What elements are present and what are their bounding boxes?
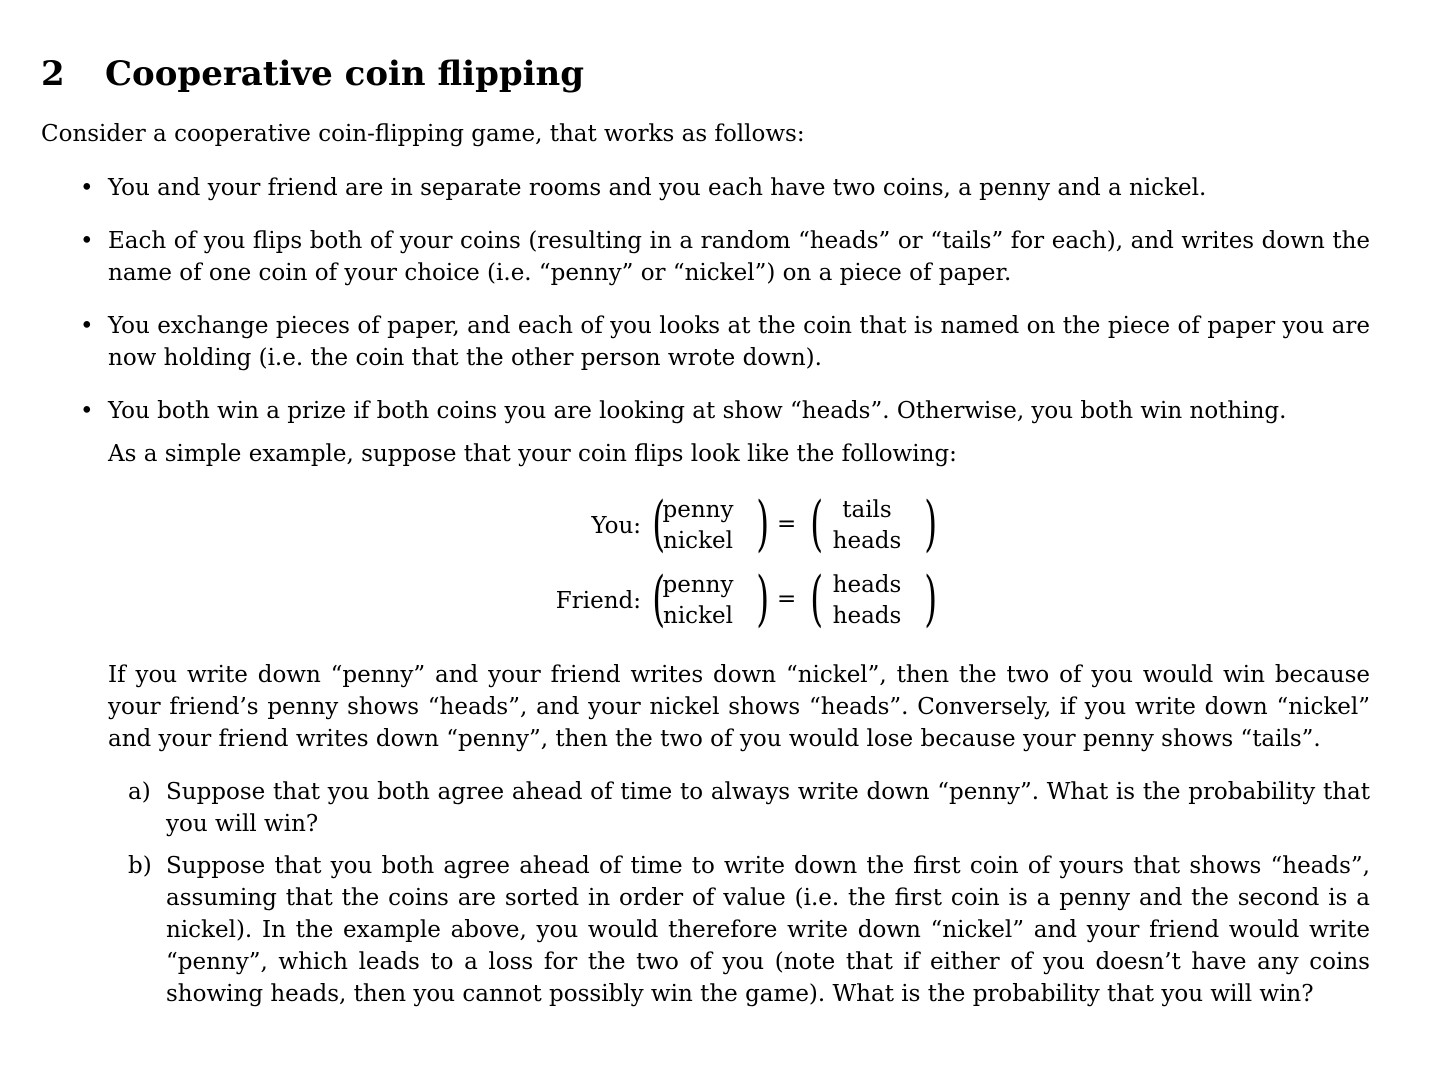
question-b — [128, 850, 1370, 1010]
left-paren-icon: ( — [652, 489, 666, 559]
question-label: a) — [128, 779, 151, 805]
list-item-text: You exchange pieces of paper, and each of you looks at the coin that is named on the piece of paper you are now holding (i.e. the coin that the other person wrote down). — [108, 313, 1370, 371]
friend-result-penny: heads — [832, 572, 902, 598]
example-intro: As a simple example, suppose that your coin flips look like the following: — [108, 441, 957, 467]
friend-coin-penny: penny — [662, 572, 734, 598]
bullet-icon: • — [80, 228, 94, 254]
question-text: Suppose that you both agree ahead of time to always write down “penny”. What is the probability that you will win? — [166, 779, 1370, 837]
left-paren-icon: ( — [652, 564, 666, 634]
equals-sign: = — [777, 511, 797, 537]
list-item-text: You both win a prize if both coins you are looking at show “heads”. Otherwise, you both win nothing. — [108, 398, 1287, 424]
friend-coin-nickel: nickel — [663, 603, 733, 629]
question-text: Suppose that you both agree ahead of time to write down the first coin of yours that shows “heads”, assuming that the coins are sorted in order of value (i.e. the first coin is a penny and the second is a nickel). In the example above, you would therefore write down “nickel” and your friend would write “penny”, which leads to a loss for the two of you (note that if either of you doesn’t have any coins showing heads, then you cannot possibly win the game). What is the probability that you will win? — [166, 853, 1370, 1007]
you-result-penny: tails — [842, 497, 892, 523]
section-title: Cooperative coin flipping — [105, 54, 585, 94]
section-heading — [41, 50, 584, 98]
you-label: You: — [591, 513, 641, 539]
bullet-icon: • — [80, 398, 94, 424]
list-item — [80, 310, 1370, 374]
question-a — [128, 776, 1370, 840]
equals-sign: = — [777, 586, 797, 612]
bullet-icon: • — [80, 313, 94, 339]
explanation-paragraph: If you write down “penny” and your friend writes down “nickel”, then the two of you would win because your friend’s penny shows “heads”, and your nickel shows “heads”. Conversely, if you write down “nickel” and your friend writes down “penny”, then the two of you would lose because your penny shows “tails”. — [108, 662, 1370, 752]
question-label: b) — [128, 853, 152, 879]
you-coin-nickel: nickel — [663, 528, 733, 554]
you-result-nickel: heads — [832, 528, 902, 554]
bullet-icon: • — [80, 175, 94, 201]
left-paren-icon: ( — [810, 564, 824, 634]
intro-paragraph: Consider a cooperative coin-flipping game, that works as follows: — [41, 121, 805, 147]
right-paren-icon: ) — [756, 564, 770, 634]
you-coin-penny: penny — [662, 497, 734, 523]
friend-matrix-row — [511, 564, 938, 636]
right-paren-icon: ) — [924, 489, 938, 559]
left-paren-icon: ( — [810, 489, 824, 559]
section-number: 2 — [41, 54, 65, 94]
friend-result-nickel: heads — [832, 603, 902, 629]
you-matrix-row — [511, 489, 938, 561]
list-item — [80, 172, 1370, 204]
right-paren-icon: ) — [924, 564, 938, 634]
list-item-text: Each of you flips both of your coins (resulting in a random “heads” or “tails” for each), and writes down the name of one coin of your choice (i.e. “penny” or “nickel”) on a piece of paper. — [108, 228, 1370, 286]
list-item-text: You and your friend are in separate rooms and you each have two coins, a penny and a nickel. — [108, 175, 1207, 201]
right-paren-icon: ) — [756, 489, 770, 559]
list-item — [80, 225, 1370, 289]
list-item — [80, 395, 1370, 427]
friend-label: Friend: — [555, 588, 641, 614]
